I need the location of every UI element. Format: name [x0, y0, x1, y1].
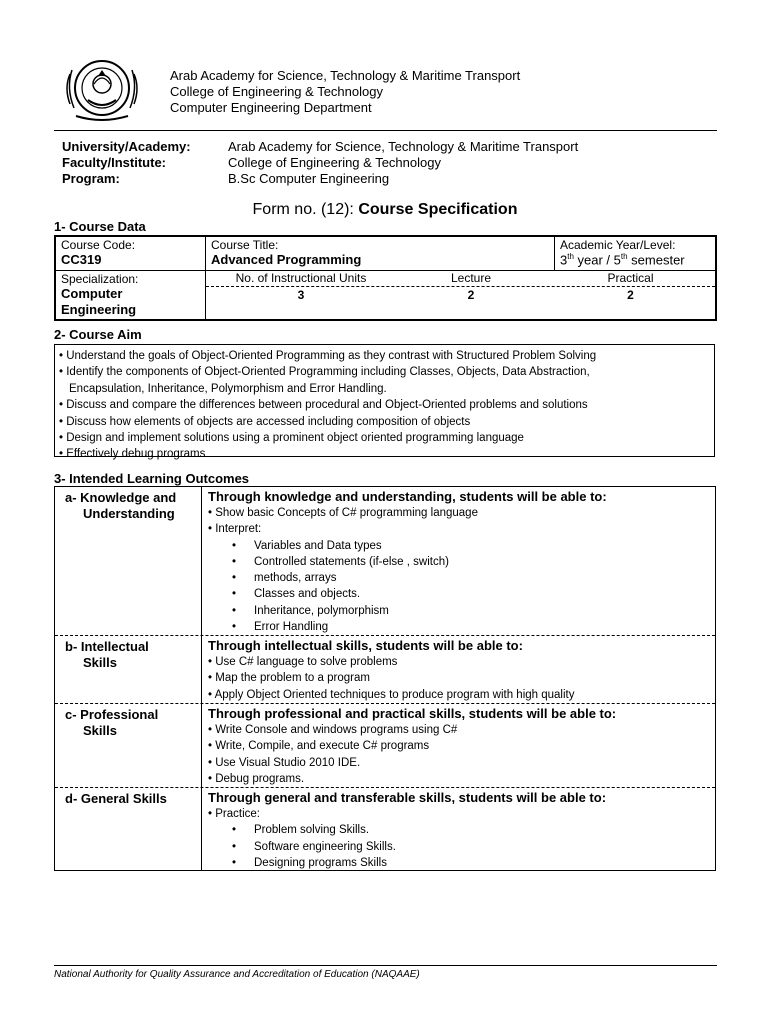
info-key: Faculty/Institute:: [62, 155, 167, 170]
units-label: No. of Instructional Units: [235, 270, 367, 285]
aim-item-continuation: Encapsulation, Inheritance, Polymorphism and Error Handling.: [69, 382, 387, 395]
ilo-label: Understanding: [83, 506, 175, 521]
bullet: •: [59, 350, 64, 362]
ilo-item: • Map the problem to a program: [208, 672, 370, 685]
ilo-row-general: [55, 788, 715, 870]
ilo-item: • Use C# language to solve problems: [208, 656, 398, 668]
bullet: •: [59, 399, 64, 412]
section-course-data: 1- Course Data: [54, 219, 146, 234]
ilo-subitem: • methods, arrays: [232, 572, 337, 585]
ilo-heading: Through knowledge and understanding, students will be able to:: [208, 489, 607, 504]
ilo-label: Skills: [83, 723, 117, 738]
semester-text: semester: [627, 252, 685, 268]
course-code-label: Course Code:: [61, 238, 136, 252]
program-info: [62, 139, 578, 187]
info-value: College of Engineering & Technology: [228, 155, 441, 170]
info-value: Arab Academy for Science, Technology & Maritime Transport: [228, 139, 579, 154]
form-name: Course Specification: [358, 201, 518, 218]
course-aim-box: [54, 344, 715, 461]
header-divider: [54, 130, 717, 131]
ilo-subitem: • Inheritance, polymorphism: [232, 604, 389, 617]
ilo-label: b- Intellectual: [65, 639, 149, 654]
specialization-label: Specialization:: [61, 271, 139, 286]
institution-header: [170, 68, 520, 116]
lecture-label: Lecture: [450, 270, 492, 285]
lecture-value: 2: [467, 287, 475, 302]
header-line: College of Engineering & Technology: [170, 84, 383, 99]
aim-item: • Design and implement solutions using a prominent object oriented programming language: [59, 432, 524, 445]
header-line: Arab Academy for Science, Technology & Maritime Transport: [170, 68, 521, 83]
units-value: 3: [297, 287, 305, 302]
year-suffix: th: [567, 252, 574, 261]
course-title: Advanced Programming: [211, 252, 362, 267]
year-text: year /: [573, 252, 614, 268]
section-ilo: 3- Intended Learning Outcomes: [54, 471, 250, 486]
ilo-heading: Through intellectual skills, students will be able to:: [208, 638, 523, 653]
form-title: [0, 201, 770, 219]
specialization-value: Computer Engineering: [61, 285, 137, 317]
aim-item: • Effectively debug programs: [59, 448, 206, 461]
semester-number: 5: [613, 252, 621, 268]
ilo-heading: Through general and transferable skills, students will be able to:: [208, 790, 607, 805]
ilo-row-knowledge: [55, 487, 715, 636]
practical-label: Practical: [607, 270, 654, 285]
ilo-item: • Use Visual Studio 2010 IDE.: [208, 756, 361, 769]
ilo-subitem: • Controlled statements (if-else , switch): [232, 555, 449, 568]
ilo-row-intellectual: [55, 636, 715, 704]
ilo-subitem: • Error Handling: [232, 621, 329, 634]
aim-item: • Understand the goals of Object-Oriented Programming as they contrast with Structured Problem Solving: [59, 350, 597, 362]
ilo-item: • Write Console and windows programs using C#: [208, 724, 458, 736]
info-key: University/Academy:: [62, 139, 191, 154]
aim-item: • Discuss and compare the differences between procedural and Object-Oriented problems and solutions: [59, 399, 588, 412]
ilo-subitem: • Problem solving Skills.: [232, 824, 370, 837]
academy-logo: [58, 54, 150, 124]
section-course-aim: 2- Course Aim: [54, 327, 142, 342]
ilo-heading: Through professional and practical skills, students will be able to:: [208, 706, 617, 721]
bullet: •: [59, 432, 64, 445]
bullet: •: [59, 448, 64, 461]
ilo-item: • Practice:: [208, 808, 260, 820]
course-title-label: Course Title:: [211, 238, 279, 252]
practical-value: 2: [627, 287, 634, 302]
ilo-label: d- General Skills: [65, 791, 167, 806]
footer-text: National Authority for Quality Assurance and Accreditation of Education (NAQAAE): [54, 969, 420, 980]
info-value: B.Sc Computer Engineering: [228, 171, 390, 186]
semester-suffix: th: [620, 252, 628, 261]
footer-divider: [54, 965, 717, 966]
form-prefix: Form no. (12):: [252, 201, 359, 218]
ilo-label: Skills: [83, 655, 117, 670]
ilo-item: • Debug programs.: [208, 772, 305, 785]
header-line: Computer Engineering Department: [170, 100, 372, 115]
aim-item: • Identify the components of Object-Oriented Programming including Classes, Objects, Data Abstraction,: [59, 366, 590, 379]
academic-year-label: Academic Year/Level:: [560, 238, 676, 252]
ilo-table: [54, 486, 716, 871]
ilo-row-professional: [55, 704, 715, 788]
academic-year-value: [560, 252, 710, 267]
ilo-item: • Show basic Concepts of C# programming language: [208, 507, 478, 519]
ilo-subitem: • Software engineering Skills.: [232, 840, 396, 853]
year-number: 3: [560, 252, 568, 268]
ilo-subitem: • Designing programs Skills: [232, 856, 387, 869]
ilo-label: c- Professional: [65, 707, 159, 722]
ilo-subitem: • Variables and Data types: [232, 539, 382, 552]
aim-item: • Discuss how elements of objects are accessed including composition of objects: [59, 415, 471, 428]
ilo-label: a- Knowledge and: [65, 490, 177, 505]
ilo-item: • Write, Compile, and execute C# programs: [208, 740, 430, 753]
ilo-item: • Apply Object Oriented techniques to produce program with high quality: [208, 688, 575, 701]
course-code: CC319: [61, 252, 102, 267]
course-data-table: [54, 235, 717, 321]
ilo-item: • Interpret:: [208, 523, 262, 536]
info-key: Program:: [62, 171, 120, 186]
ilo-subitem: • Classes and objects.: [232, 588, 361, 601]
bullet: •: [59, 415, 64, 428]
bullet: •: [59, 366, 64, 379]
